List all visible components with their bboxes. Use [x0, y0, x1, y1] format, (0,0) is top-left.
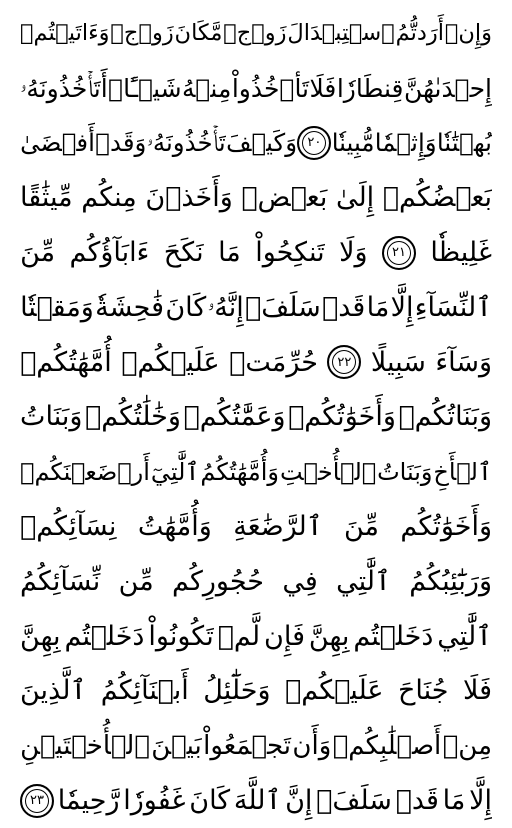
word: لَّمۡ: [217, 620, 261, 652]
word: ٱلَّذِينَ: [20, 675, 87, 707]
word: مِّن: [118, 565, 154, 597]
text-line: [20, 664, 492, 719]
word: غَلِيظٗا: [430, 237, 492, 269]
word: إِلَّا: [390, 291, 414, 323]
word: عَلَيۡكُمۡ: [121, 346, 220, 378]
word: أَبۡنَآئِكُمُ: [100, 675, 189, 707]
ayah-number-marker: ٢٢: [327, 345, 361, 379]
word: مِنكُم: [81, 182, 137, 214]
word: فَلَا: [309, 73, 337, 103]
word: بُهۡتَٰنٗا: [436, 127, 492, 157]
word: وَبَنَاتُ: [20, 401, 83, 433]
word: أُمَّهَٰتُكُمۡ: [20, 346, 112, 378]
word: مَا: [366, 291, 390, 323]
word: وَلَا: [339, 237, 368, 269]
word: قَدۡ: [322, 291, 366, 323]
word: زَوۡجٖ: [223, 20, 287, 47]
word: وَعَمَّٰتُكُمۡ: [183, 401, 286, 433]
word: وَأَخَذۡنَ: [145, 182, 233, 214]
text-line: [20, 6, 492, 61]
text-line: [20, 718, 492, 773]
word: دَخَلۡتُم: [353, 620, 434, 652]
text-line: [20, 116, 492, 171]
word: ٱلنِّسَآءِ: [414, 291, 492, 323]
word: مُّبِينٗا: [331, 127, 375, 157]
word: وَأَخَوَٰتُكُمۡ: [288, 401, 396, 433]
word: كَانَ: [189, 785, 231, 817]
word: أَتَأۡخُذُونَهُۥ: [20, 73, 108, 103]
word: ءَابَآؤُكُم: [69, 237, 150, 269]
word: مِنۡ: [442, 730, 492, 761]
word: وَإِثۡمٗا: [374, 127, 437, 157]
word: بَيۡنَ: [151, 730, 202, 761]
word: ٱللَّهَ: [233, 785, 282, 817]
word: رَّحِيمٗا: [57, 785, 120, 817]
word: مِّيثَٰقًا: [20, 182, 73, 214]
word: وَحَلَٰٓئِلُ: [203, 675, 271, 707]
text-line: [20, 335, 492, 390]
word: مَا: [442, 785, 466, 817]
word: ٱلۡأَخِ: [433, 457, 492, 486]
word: وَقَدۡ: [95, 127, 147, 157]
word: إِلَّا: [469, 785, 492, 817]
word: ٱلۡأُخۡتِ: [279, 457, 377, 486]
word: بِهِنَّ: [20, 620, 61, 652]
word: وَءَاتَيۡتُمۡ: [20, 20, 110, 47]
text-line: [20, 444, 492, 499]
word: نَكَحَ: [163, 237, 204, 269]
word: إِنَّهُۥ: [207, 291, 244, 323]
word: فَٰحِشَةٗ: [95, 291, 165, 323]
word: أَصۡلَٰبِكُمۡ: [332, 730, 442, 761]
word: ٱلَّٰتِي: [336, 565, 391, 597]
word: نِسَآئِكُمۡ: [20, 511, 117, 543]
word: وَأُمَّهَٰتُكُمُ: [200, 457, 280, 486]
word: ٱلۡأُخۡتَيۡنِ: [20, 730, 150, 761]
word: فَإِن: [264, 620, 305, 652]
word: حُرِّمَتۡ: [229, 346, 318, 378]
text-line: [20, 773, 492, 828]
word: قِنطَارٗا: [336, 73, 404, 103]
word: وَرَبَٰٓئِبُكُمُ: [409, 565, 492, 597]
word: عَلَيۡكُمۡ: [285, 675, 384, 707]
word: مَا: [218, 237, 241, 269]
text-line: [20, 280, 492, 335]
word: أَفۡضَىٰ: [20, 127, 95, 157]
word: غَفُورٗا: [123, 785, 186, 817]
word: وَمَقۡتٗا: [20, 291, 94, 323]
word: زَوۡجٖ: [110, 20, 174, 47]
word: وَسَآءَ: [435, 346, 492, 378]
word: قَدۡ: [395, 785, 439, 817]
word: ٱلرَّضَٰعَةِ: [233, 511, 323, 543]
word: فَلَا: [462, 675, 492, 707]
text-line: [20, 61, 492, 116]
word: سَلَفَۗ: [316, 785, 392, 817]
word: وَأَخَوَٰتُكُم: [400, 511, 492, 543]
word: أَرَدتُّمُ: [395, 20, 444, 47]
word: وَبَنَاتُ: [377, 457, 433, 486]
word: ٱلَّٰتِي: [437, 620, 492, 652]
word: إِنَّ: [285, 785, 313, 817]
word: تَكُونُواْ: [148, 620, 214, 652]
word: مِّنَ: [20, 237, 56, 269]
word: أَرۡضَعۡنَكُمۡ: [20, 457, 150, 486]
word: إِحۡدَىٰهُنَّ: [403, 73, 492, 103]
word: وَأَن: [292, 730, 332, 761]
word: كَانَ: [165, 291, 207, 323]
word: مِنۡهُ: [182, 73, 232, 103]
word: إِلَىٰ: [335, 182, 375, 214]
text-line: [20, 225, 492, 280]
word: تَنكِحُواْ: [255, 237, 325, 269]
word: تَأۡخُذُونَهُۥ: [146, 127, 226, 157]
word: بِهِنَّ: [308, 620, 350, 652]
text-line: [20, 170, 492, 225]
text-line: [20, 554, 492, 609]
word: تَأۡخُذُواْ: [231, 73, 310, 103]
word: حُجُورِكُم: [172, 565, 264, 597]
text-line: [20, 390, 492, 445]
word: بَعۡضٖ: [241, 182, 328, 214]
word: ٱسۡتِبۡدَالَ: [287, 20, 395, 47]
word: مِّنَ: [344, 511, 380, 543]
word: جُنَاحَ: [397, 675, 449, 707]
ayah-number-marker: ٢٠: [297, 126, 331, 160]
word: وَخَٰلَٰتُكُمۡ: [85, 401, 181, 433]
word: فِي: [282, 565, 318, 597]
word: سَلَفَۚ: [245, 291, 321, 323]
word: دَخَلۡتُم: [64, 620, 145, 652]
word: شَيۡـًٔاۚ: [108, 73, 182, 103]
word: وَأُمَّهَٰتُ: [137, 511, 212, 543]
ayah-number-marker: ٢٣: [20, 784, 54, 818]
word: تَجۡمَعُواْ: [203, 730, 291, 761]
word: نِّسَآئِكُمُ: [20, 565, 101, 597]
ayah-number-marker: ٢١: [382, 236, 416, 270]
word: ٱلَّٰتِيٓ: [150, 457, 200, 486]
word: وَبَنَاتُكُمۡ: [398, 401, 492, 433]
text-line: [20, 499, 492, 554]
word: سَبِيلًا: [370, 346, 426, 378]
text-line: [20, 609, 492, 664]
word: مَّكَانَ: [174, 20, 223, 47]
word: وَكَيۡفَ: [226, 127, 298, 157]
word: وَإِنۡ: [444, 20, 492, 47]
word: بَعۡضُكُمۡ: [382, 182, 492, 214]
